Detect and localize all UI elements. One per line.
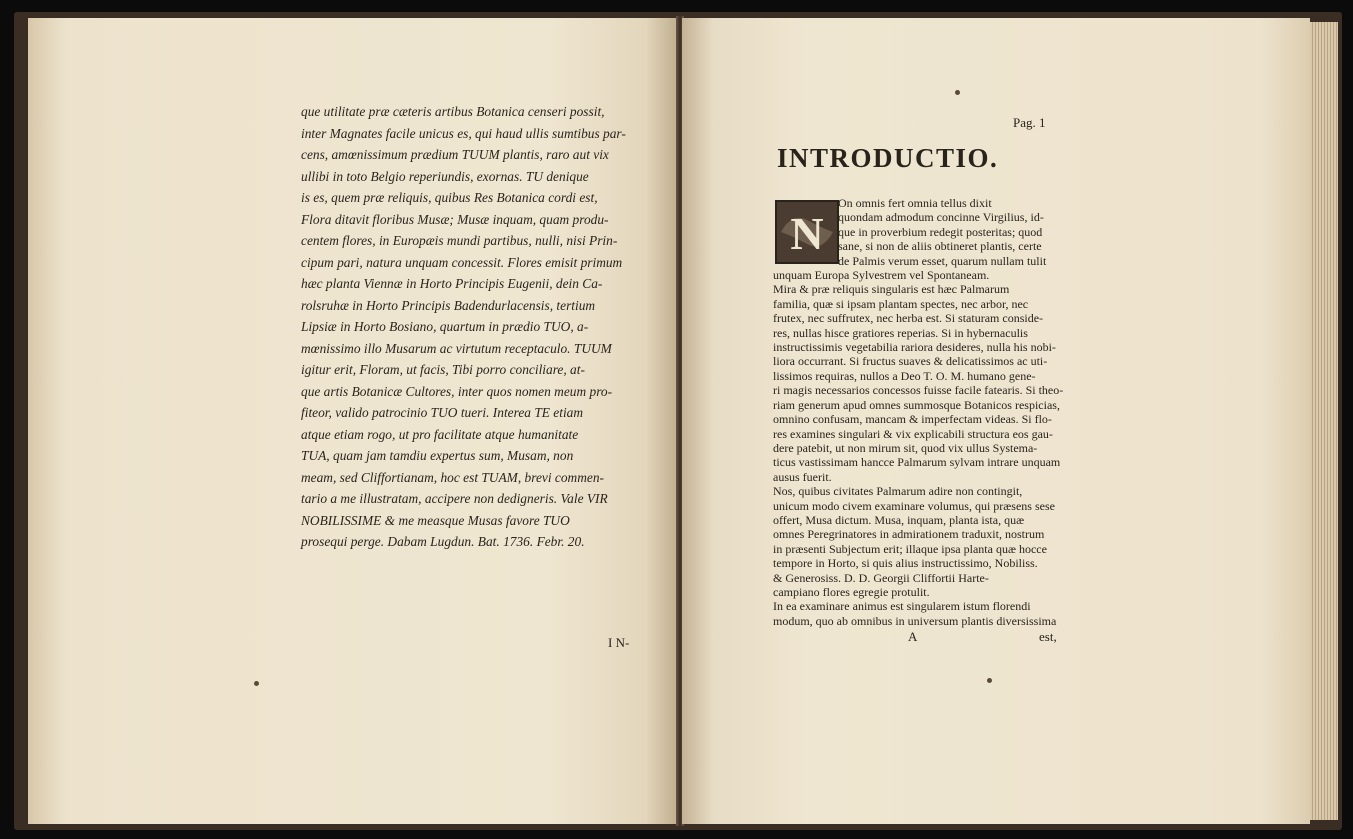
text-line: cipum pari, natura unquam concessit. Flores emisit primum — [301, 254, 623, 270]
text-line: in præsenti Subjectum erit; illaque ipsa planta quæ hocce — [773, 541, 1047, 556]
text-line: TUA, quam jam tamdiu expertus sum, Musam, non — [301, 448, 574, 463]
text-line: fiteor, valido patrocinio TUO tueri. Interea TE etiam — [301, 405, 584, 420]
text-line: prosequi perge. Dabam Lugdun. Bat. 1736. Febr. 20. — [301, 534, 585, 549]
catchword: I N- — [608, 635, 630, 650]
text-line: rolsruhæ in Horto Principis Badendurlacensis, tertium — [301, 297, 596, 313]
text-line: & Generosiss. D. D. Georgii Cliffortii Harte- — [773, 570, 989, 585]
text-line: mœnissimo illo Musarum ac virtutum receptaculo. TUUM — [301, 340, 612, 356]
book-spread — [14, 12, 1342, 830]
text-line: ullibi in toto Belgio reperiundis, exornas. TU denique — [301, 168, 589, 184]
text-line: tempore in Horto, si quis alius instructissimo, Nobiliss. — [773, 556, 1038, 571]
text-line: meam, sed Cliffortianam, hoc est TUAM, brevi commen- — [301, 469, 604, 485]
text-line: Nos, quibus civitates Palmarum adire non contingit, — [773, 484, 1023, 499]
text-line: atque etiam rogo, ut pro facilitate atque humanitate — [301, 426, 579, 442]
text-line: tario a me illustratam, accipere non dedigneris. Vale VIR — [301, 491, 608, 506]
text-line: lissimos requiras, nullos a Deo T. O. M. humano gene- — [773, 368, 1036, 383]
ink-spot — [987, 678, 992, 683]
signature-mark: A — [908, 629, 918, 644]
chapter-title: INTRODUCTIO. — [777, 143, 999, 173]
text-line: res, nullas hisce gratiores reperias. Si in hybernaculis — [773, 325, 1028, 340]
text-line: frutex, nec suffrutex, nec herba est. Si staturam conside- — [773, 311, 1044, 326]
text-line: instructissimis vegetabilia rariora desideres, nulla his nobi- — [773, 340, 1056, 355]
text-line: modum, quo ab omnibus in universum plantis diversissima — [773, 613, 1057, 628]
text-line: offert, Musa dictum. Musa, inquam, planta ista, quæ — [773, 512, 1025, 527]
text-line: sane, si non de aliis obtineret plantis, certe — [838, 239, 1042, 254]
text-line: ticus vastissimam hancce Palmarum sylvam intrare unquam — [773, 455, 1061, 470]
text-line: NOBILISSIME & me measque Musas favore TUO — [301, 512, 570, 528]
text-line: unicum modo civem examinare volumus, qui præsens sese — [773, 498, 1055, 513]
text-line: hæc planta Viennæ in Horto Principis Eugenii, dein Ca- — [301, 276, 603, 291]
text-line: unquam Europa Sylvestrem vel Spontaneam. — [773, 268, 990, 283]
page-edges — [1310, 22, 1338, 820]
introduction-text — [773, 196, 1125, 628]
text-line: que utilitate præ cæteris artibus Botanica censeri possit, — [301, 104, 605, 119]
text-line: Flora ditavit floribus Musæ; Musæ inquam, quam produ- — [301, 211, 609, 227]
text-line: que artis Botanicæ Cultores, inter quos nomen meum pro- — [301, 383, 613, 399]
ink-spot — [955, 90, 960, 95]
initial-letter: N — [790, 208, 824, 259]
text-line: In ea examinare animus est singularem istum florendi — [773, 599, 1031, 614]
text-line: dere patebit, ut non mirum sit, quod vix ullus Systema- — [773, 440, 1038, 455]
page-number: Pag. 1 — [1013, 115, 1046, 130]
text-line: ri magis necessarios concessos fuisse facile fatearis. Si theo- — [773, 383, 1064, 398]
right-page — [682, 18, 1310, 824]
text-line: omnino confusam, mancam & imperfectam videas. Si flo- — [773, 412, 1052, 427]
text-line: omnes Peregrinatores in admirationem traduxit, nostrum — [773, 527, 1045, 542]
text-line: riam generum apud omnes summosque Botanicos respicias, — [773, 397, 1060, 412]
text-line: igitur erit, Floram, ut facis, Tibi porro conciliare, at- — [301, 362, 585, 377]
text-line: quondam admodum concinne Virgilius, id- — [838, 210, 1044, 225]
text-line: que in proverbium redegit posteritas; quod — [838, 224, 1043, 239]
left-page — [28, 18, 678, 824]
text-line: centem flores, in Europæis mundi partibus, nulli, nisi Prin- — [301, 233, 618, 248]
text-line: Mira & præ reliquis singularis est hæc Palmarum — [773, 282, 1010, 297]
text-line: liora occurrant. Si fructus suaves & delicatissimos ac uti- — [773, 354, 1048, 369]
text-line: is es, quem præ reliquis, quibus Res Botanica cordi est, — [301, 190, 598, 205]
text-line: ausus fuerit. — [773, 469, 832, 484]
text-line: de Palmis verum esset, quarum nullam tulit — [838, 253, 1047, 268]
text-line: res examines singulari & vix explicabili structura eos gau- — [773, 426, 1053, 441]
catchword: est, — [1039, 629, 1057, 644]
text-line: Lipsiæ in Horto Bosiano, quartum in prædio TUO, a- — [301, 319, 589, 334]
dedication-text — [301, 101, 653, 553]
text-line: cens, amœnissimum prædium TUUM plantis, raro aut vix — [301, 147, 609, 162]
ink-spot — [254, 681, 259, 686]
text-line: campiano flores egregie protulit. — [773, 584, 930, 599]
text-line: On omnis fert omnia tellus dixit — [838, 196, 992, 210]
text-line: familia, quæ si ipsam plantam spectes, nec arbor, nec — [773, 296, 1029, 311]
text-line: inter Magnates facile unicus es, qui haud ullis sumtibus par- — [301, 125, 626, 141]
